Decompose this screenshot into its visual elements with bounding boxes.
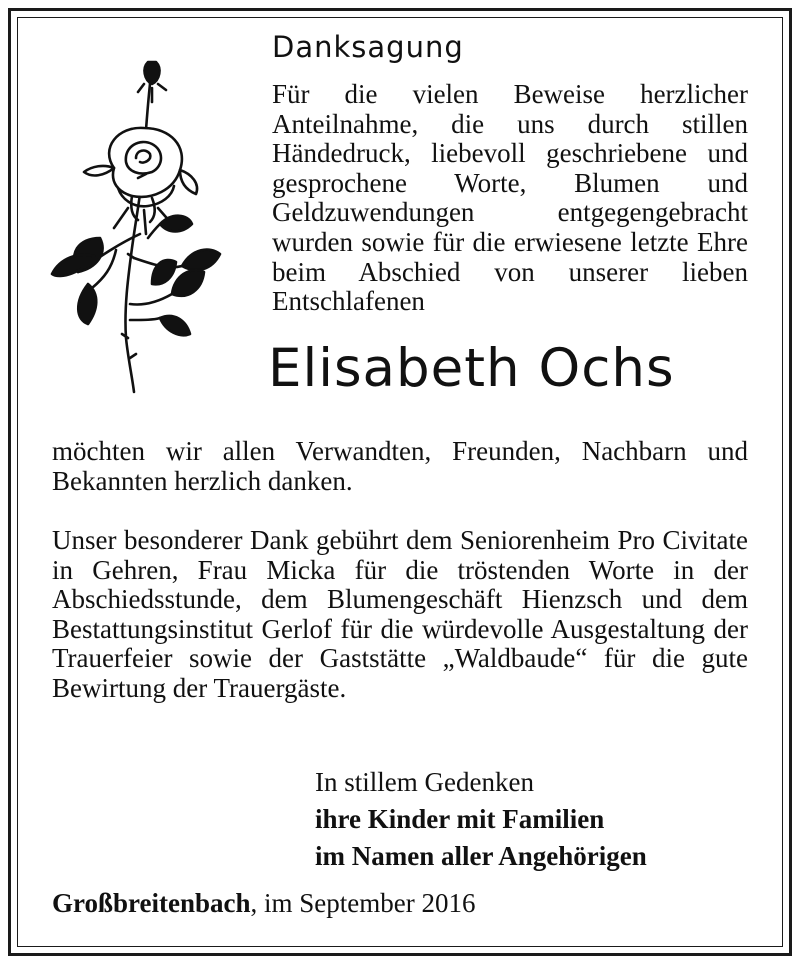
closing-block bbox=[315, 764, 647, 875]
thanks-paragraph: möchten wir allen Verwandten, Freunden, Nachbarn und Bekannten herzlich danken. bbox=[52, 436, 748, 496]
deceased-name: Elisabeth Ochs bbox=[268, 338, 675, 399]
signatories-line-1: ihre Kinder mit Familien bbox=[315, 804, 605, 834]
date-text: , im September 2016 bbox=[250, 888, 476, 918]
notice-heading: Danksagung bbox=[272, 30, 464, 64]
signatories-line-2: im Namen aller Angehörigen bbox=[315, 841, 647, 871]
rose-icon bbox=[48, 58, 224, 394]
place-date-line bbox=[52, 888, 476, 919]
place-name: Großbreitenbach bbox=[52, 888, 251, 918]
special-thanks-paragraph: Unser besonderer Dank gebührt dem Seniorenheim Pro Civitate in Gehren, Frau Micka für die tröstenden Worte in der Abschiedsstunde, dem Blumengeschäft Hienzsch und dem Bestattungsinstitut Gerlof für die würdevolle Ausgestaltung der Trauerfeier sowie der Gaststätte „Waldbaude“ für die gute Bewirtung der Trauergäste. bbox=[52, 525, 748, 703]
intro-paragraph: Für die vielen Beweise herzlicher Anteilnahme, die uns durch stillen Händedruck, liebevoll geschriebene und gesprochene Worte, Blumen und Geldzuwendungen entgegengebracht wurden sowie für die erwiesene letzte Ehre beim Abschied von unserer lieben Entschlafenen bbox=[272, 79, 748, 317]
remembrance-line: In stillem Gedenken bbox=[315, 767, 534, 797]
